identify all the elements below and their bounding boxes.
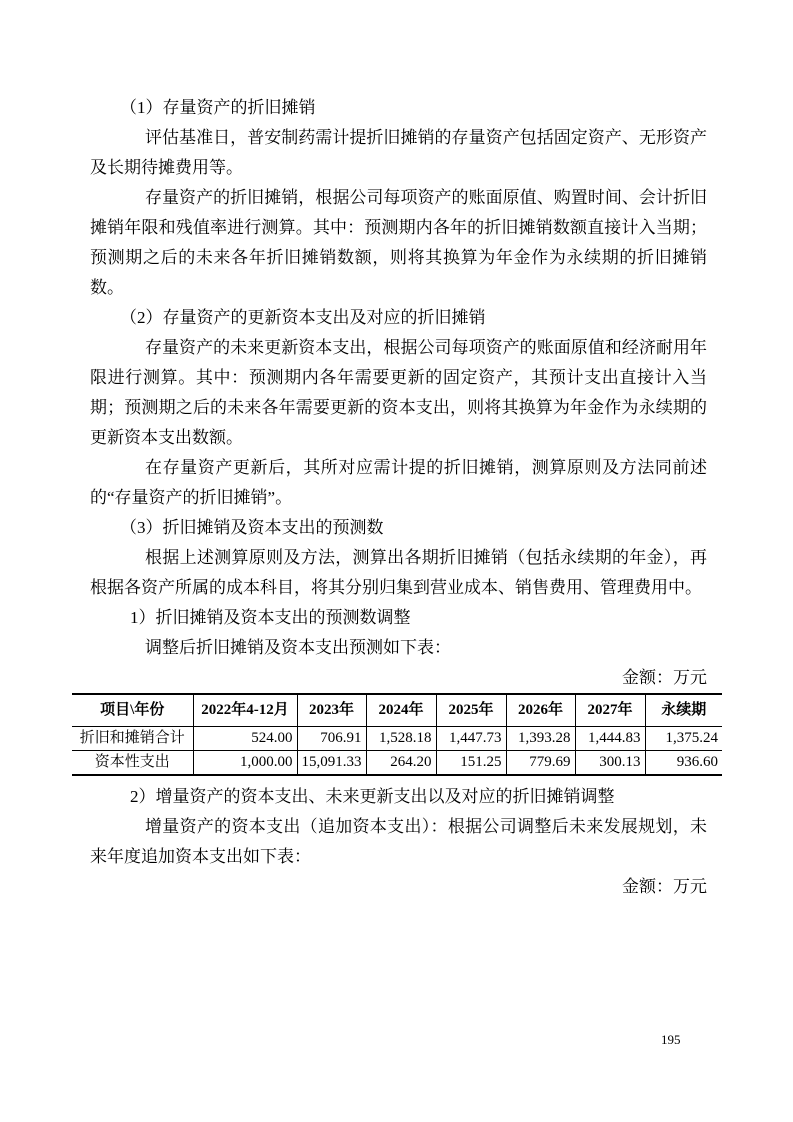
cell-value: 1,444.83 [575,727,645,751]
paragraph-valuation-base-date: 评估基准日，普安制药需计提折旧摊销的存量资产包括固定资产、无形资产及长期待摊费用等。 [90,128,707,177]
column-header-2025: 2025年 [436,694,506,727]
cell-value: 1,393.28 [506,727,575,751]
paragraph-incremental-capex-intro: 增量资产的资本支出（追加资本支出）：根据公司调整后未来发展规划，未来年度追加资本支出如下表： [90,817,707,866]
unit-label-1: 金额：万元 [622,668,707,687]
column-header-2023: 2023年 [297,694,366,727]
row-label: 资本性支出 [94,754,170,770]
column-header-2026: 2026年 [506,694,575,727]
column-header-2024: 2024年 [366,694,436,727]
page-number: 195 [661,1032,681,1047]
cell-value: 1,528.18 [366,727,436,751]
cell-value: 300.13 [575,751,645,776]
paragraph-renewal-capex-method: 存量资产的未来更新资本支出，根据公司每项资产的账面原值和经济耐用年限进行测算。其中：预测期内各年需要更新的固定资产，其预计支出直接计入当期；预测期之后的未来各年需要更新的资本支出，则将其换算为年金作为永续期的更新资本支出数额。 [90,338,707,447]
cell-value: 524.00 [193,727,297,751]
section-heading-3: （3）折旧摊销及资本支出的预测数 [120,518,384,537]
paragraph-depreciation-method: 存量资产的折旧摊销，根据公司每项资产的账面原值、购置时间、会计折旧摊销年限和残值率进行测算。其中：预测期内各年的折旧摊销数额直接计入当期；预测期之后的未来各年折旧摊销数额，则将其换算为年金作为永续期的折旧摊销数。 [90,188,707,297]
cell-value: 264.20 [366,751,436,776]
table-row-depreciation-total [72,727,722,751]
paragraph-renewal-depreciation: 在存量资产更新后，其所对应需计提的折旧摊销，测算原则及方法同前述的“存量资产的折旧摊销”。 [90,458,707,507]
paragraph-adjusted-forecast-intro: 调整后折旧摊销及资本支出预测如下表： [145,638,451,657]
cell-value: 151.25 [436,751,506,776]
cell-value: 706.91 [297,727,366,751]
paragraph-forecast-allocation: 根据上述测算原则及方法，测算出各期折旧摊销（包括永续期的年金），再根据各资产所属的成本科目，将其分别归集到营业成本、销售费用、管理费用中。 [90,548,707,597]
subsection-heading-1: 1）折旧摊销及资本支出的预测数调整 [130,608,411,627]
column-header-item-year: 项目\年份 [72,694,193,727]
column-header-2022: 2022年4-12月 [193,694,297,727]
cell-value: 1,447.73 [436,727,506,751]
cell-value: 936.60 [645,751,722,776]
column-header-perpetual: 永续期 [645,694,722,727]
section-heading-2: （2）存量资产的更新资本支出及对应的折旧摊销 [120,308,486,327]
table-header-row [72,694,722,727]
unit-label-2: 金额：万元 [622,877,707,896]
cell-value: 1,000.00 [193,751,297,776]
table-row-capital-expenditure [72,751,722,776]
section-heading-1: （1）存量资产的折旧摊销 [120,98,316,117]
subsection-heading-2: 2）增量资产的资本支出、未来更新支出以及对应的折旧摊销调整 [130,787,615,806]
row-label: 折旧和摊销合计 [72,727,193,751]
cell-value: 779.69 [506,751,575,776]
cell-value: 1,375.24 [645,727,722,751]
depreciation-capex-forecast-table [72,693,722,776]
column-header-2027: 2027年 [575,694,645,727]
forecast-table-wrap [72,693,722,776]
cell-value: 15,091.33 [297,751,366,776]
